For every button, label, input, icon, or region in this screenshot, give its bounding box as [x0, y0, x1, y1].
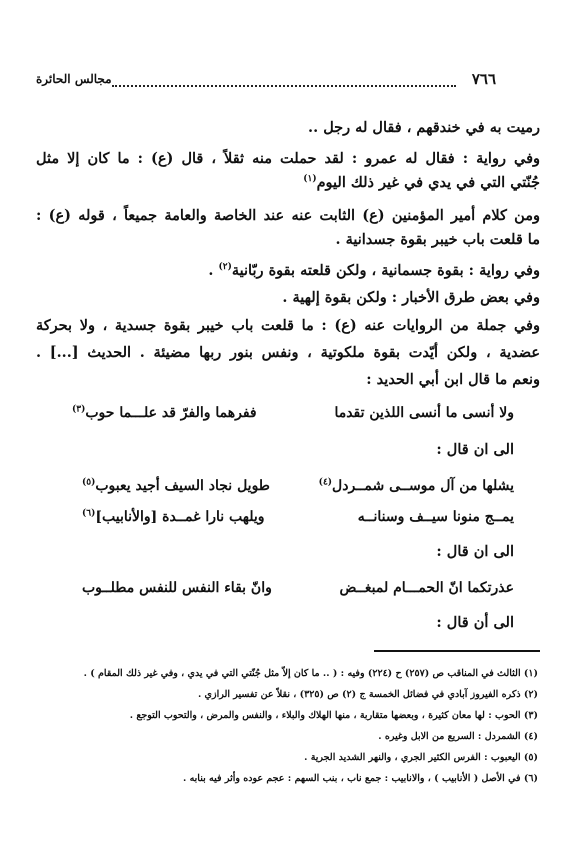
verse-connector: الى ان قال :	[436, 441, 514, 458]
verse-hemistich-left	[82, 508, 265, 526]
footnote-separator	[374, 650, 540, 652]
footnote-marker: (٥)	[82, 477, 96, 488]
body-line: ما قلعت باب خيبر بقوة جسدانية .	[335, 231, 540, 248]
line-text: وفي رواية : بقوة جسمانية ، ولكن قلعته بقوة ربّانية	[231, 262, 540, 279]
verse-text: طويل نجاد السيف أجيد يعبوب	[95, 478, 270, 494]
footnote: (٢) ذكره الفيروز آبادي في فضائل الخمسة ج (٢) ص (٣٢٥) ، نقلاً عن تفسير الرازي .	[197, 689, 538, 700]
body-line: رميت به في خندقهم ، فقال له رجل ..	[308, 119, 540, 136]
footnote: (١) الثالث في المناقب ص (٢٥٧) ح (٢٢٤) وفيه : ( .. ما كان إلاّ مثل جُنّتي التي في يدي ، وفي غير ذلك المقام ) .	[83, 668, 538, 679]
verse-text: يشلها من آل موســى شمــردل	[332, 478, 514, 494]
verse-text: ويلهب نارا غمــدة [والأنابيب]	[95, 509, 265, 525]
verse-hemistich-right: يمــج منونا سيــف وسنانــه	[357, 509, 514, 525]
footnote: (٥) اليعبوب : الفرس الكثير الجري ، والنهر الشديد الجرية .	[304, 752, 538, 763]
verse-connector: الى ان قال :	[436, 543, 514, 560]
body-line: وفي جملة من الروايات عنه (ع) : ما قلعت باب خيبر بقوة جسدية ، ولا بحركة	[36, 317, 540, 334]
body-line	[208, 262, 540, 280]
footnote: (٦) في الأصل ( الأنابيب ) ، والانابيب : جمع ناب ، بنب السهم : عجم عوده وأثر فيه بنابه .	[182, 773, 538, 784]
verse-hemistich-left: وانّ بقاء النفس للنفس مطلــوب	[82, 580, 272, 596]
footnote-marker: (٦)	[82, 508, 96, 519]
body-line	[303, 174, 540, 192]
footnote-marker: (١)	[303, 174, 317, 185]
verse-hemistich-left	[72, 404, 257, 422]
line-end: .	[208, 262, 219, 279]
footnote: (٤) الشمردل : السريع من الابل وغيره .	[378, 731, 538, 742]
line-text: جُنّتي التي في يدي في غير ذلك اليوم	[316, 174, 540, 191]
verse-text: ففرهما والفرّ قد علـــما حوب	[85, 405, 257, 421]
body-line: وفي بعض طرق الأخبار : ولكن بقوة إلهية .	[282, 289, 540, 306]
body-line: ونعم ما قال ابن أبي الحديد :	[366, 371, 540, 388]
footnote-marker: (٣)	[72, 404, 86, 415]
body-line: عضدية ، ولكن أيّدت بقوة ملكوتية ، ونفس بنور ربها مضيئة . الحديث [...] .	[36, 344, 540, 361]
footnote-marker: (٢)	[218, 262, 232, 273]
verse-connector: الى أن قال :	[436, 614, 514, 631]
footnote-marker: (٤)	[318, 477, 333, 488]
verse-hemistich-left	[82, 477, 270, 495]
body-line: وفي رواية : فقال له عمرو : لقد حملت منه ثقلاً ، قال (ع) : ما كان إلا مثل	[36, 150, 540, 167]
verse-hemistich-right	[319, 477, 514, 495]
running-title: مجالس الحائرة	[36, 72, 112, 86]
header-dotted-rule	[112, 85, 456, 87]
verse-hemistich-right: ولا أنسى ما أنسى اللذين تقدما	[334, 405, 514, 421]
footnote: (٣) الحوب : لها معان كثيرة ، وبعضها متقاربة ، منها الهلاك والبلاء ، والنفس والمرض ، والتحوب التوجع .	[129, 710, 538, 721]
body-line: ومن كلام أمير المؤمنين (ع) الثابت عنه عند الخاصة والعامة جميعاً ، قوله (ع) :	[36, 207, 540, 224]
page-number: ٧٦٦	[471, 70, 496, 88]
verse-hemistich-right: عذرتكما انّ الحمـــام لمبغــض	[339, 580, 514, 596]
